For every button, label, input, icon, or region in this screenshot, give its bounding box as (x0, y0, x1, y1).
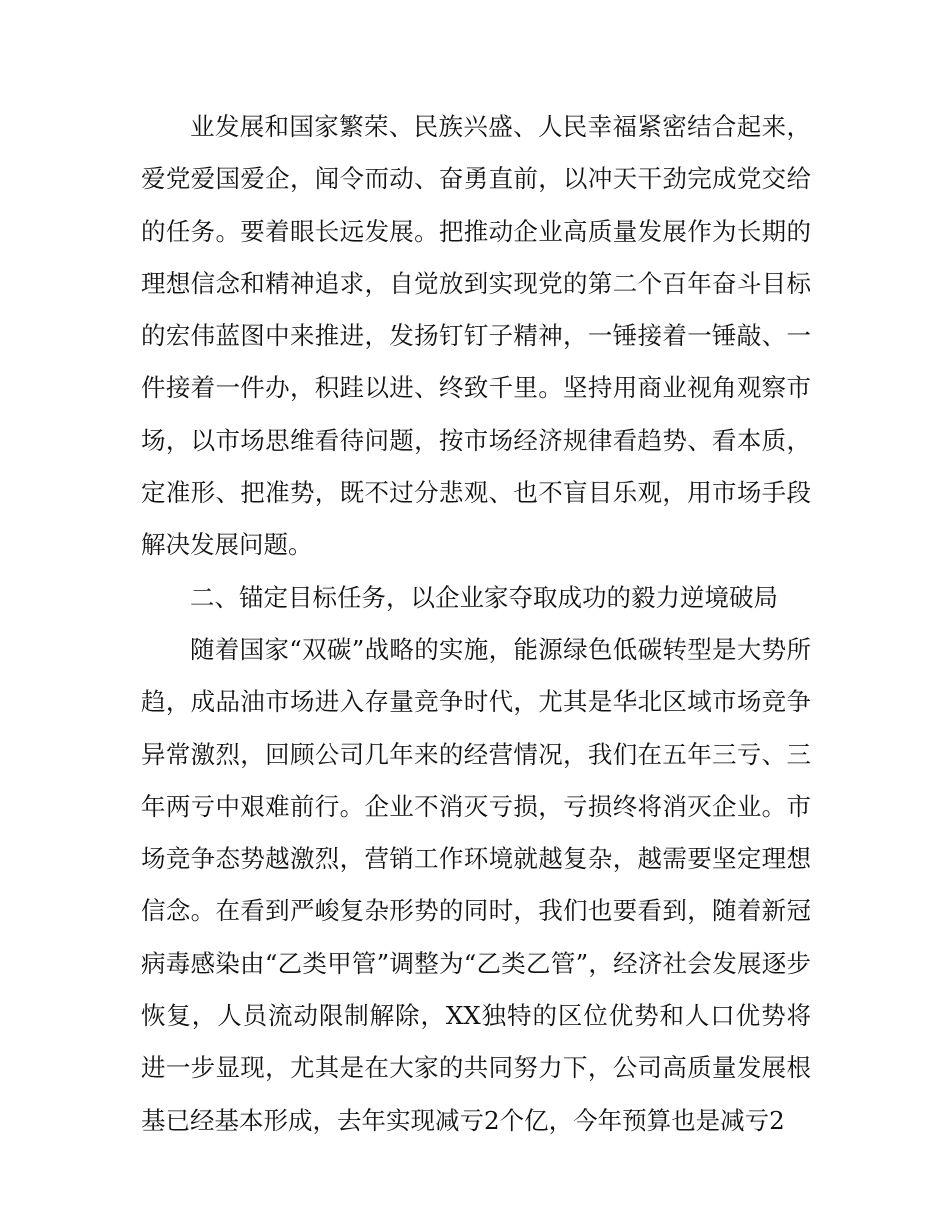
paragraph-body: 随着国家“双碳”战略的实施，能源绿色低碳转型是大势所趋，成品油市场进入存量竞争时代，尤其是华北区域市场竞争异常激烈，回顾公司几年来的经营情况，我们在五年三亏、三年两亏中艰难前行。企业不消灭亏损，亏损终将消灭企业。市场竞争态势越激烈，营销工作环境就越复杂，越需要坚定理想信念。在看到严峻复杂形势的同时，我们也要看到，随着新冠病毒感染由“乙类甲管”调整为“乙类乙管”，经济社会发展逐步恢复，人员流动限制解除，XX独特的区位优势和人口优势将进一步显现，尤其是在大家的共同努力下，公司高质量发展根基已经基本形成，去年实现减亏2个亿，今年预算也是减亏2 (141, 634, 811, 1135)
document-body (141, 101, 811, 1147)
paragraph-continuation: 业发展和国家繁荣、民族兴盛、人民幸福紧密结合起来，爱党爱国爱企，闻令而动、奋勇直前，以冲天干劲完成党交给的任务。要着眼长远发展。把推动企业高质量发展作为长期的理想信念和精神追求，自觉放到实现党的第二个百年奋斗目标的宏伟蓝图中来推进，发扬钉钉子精神，一锤接着一锤敲、一件接着一件办，积跬以进、终致千里。坚持用商业视角观察市场，以市场思维看待问题，按市场经济规律看趋势、看本质，定准形、把准势，既不过分悲观、也不盲目乐观，用市场手段解决发展问题。 (141, 112, 811, 560)
section-heading: 二、锚定目标任务，以企业家夺取成功的毅力逆境破局 (190, 582, 778, 612)
